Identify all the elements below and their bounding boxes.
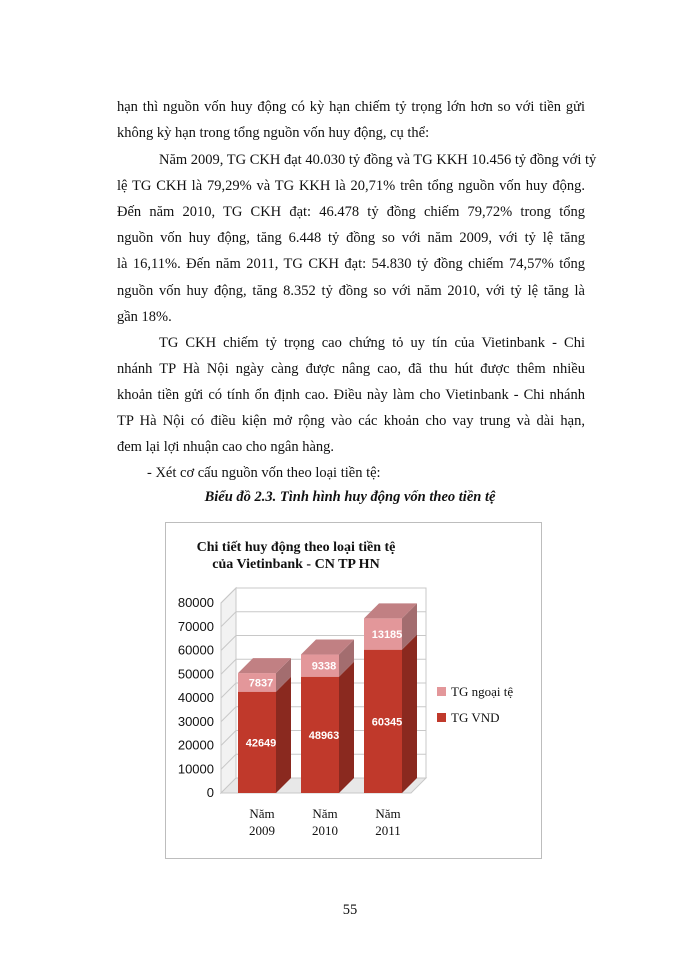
x-tick-label: Năm (249, 806, 275, 821)
y-tick-label: 20000 (177, 737, 214, 753)
y-tick-label: 80000 (177, 595, 214, 610)
bar-value-label: 42649 (245, 737, 277, 750)
y-tick-label: 10000 (177, 761, 214, 777)
bar-side (402, 635, 417, 793)
y-tick-label: 40000 (177, 690, 214, 705)
bar-value-label: 60345 (371, 716, 403, 729)
paragraph-line: hạn thì nguồn vốn huy động có kỳ hạn chiếm tỷ trọng lớn hơn so với tiền gửi (117, 99, 585, 115)
chart-caption: Biểu đồ 2.3. Tình hình huy động vốn theo tiền tệ (204, 489, 496, 505)
paragraph-line: khoản tiền gửi có tính ổn định cao. Điều này làm cho Vietinbank - Chi nhánh (117, 387, 585, 403)
y-tick-label: 50000 (177, 666, 214, 682)
bar-value-label: 48963 (308, 729, 340, 742)
x-tick-label: 2011 (375, 823, 401, 838)
paragraph-line: không kỳ hạn trong tổng nguồn vốn huy động, cụ thể: (117, 125, 430, 141)
x-tick-label: Năm (375, 806, 401, 821)
chart-title-line2: của Vietinbank - CN TP HN (212, 557, 380, 572)
bar-value-label: 7837 (248, 677, 274, 690)
chart-title-line1: Chi tiết huy động theo loại tiền tệ (196, 540, 396, 555)
bar-value-label: 9338 (311, 660, 337, 673)
bar-side (276, 677, 291, 793)
y-tick-label: 60000 (177, 642, 214, 658)
legend-label: TG VND (451, 710, 500, 725)
paragraph-line: Năm 2009, TG CKH đạt 40.030 tỷ đồng và TG KKH 10.456 tỷ đồng với tỷ (159, 152, 597, 168)
paragraph-line: TP Hà Nội có điều kiện mở rộng vào các khoản cho vay trung và dài hạn, (117, 413, 585, 429)
paragraph-line: TG CKH chiếm tỷ trọng cao chứng tỏ uy tín của Vietinbank - Chi (159, 335, 585, 351)
bar-value-label: 13185 (371, 629, 403, 642)
y-tick-label: 0 (206, 785, 214, 800)
paragraph-line: gần 18%. (117, 309, 172, 325)
y-tick-label: 30000 (177, 713, 214, 729)
page-number: 55 (342, 902, 358, 918)
paragraph-line: là 16,11%. Đến năm 2011, TG CKH đạt: 54.830 tỷ đồng chiếm 74,57% tổng (117, 256, 585, 272)
paragraph-line: Đến năm 2010, TG CKH đạt: 46.478 tỷ đồng chiếm 79,72% trong tổng (117, 204, 585, 220)
bar-side (339, 662, 354, 793)
x-tick-label: Năm (312, 806, 338, 821)
y-tick-label: 70000 (177, 618, 214, 634)
paragraph-line: nhánh TP Hà Nội ngày càng được nâng cao, đã thu hút được thêm nhiều (117, 361, 585, 377)
legend-label: TG ngoại tệ (451, 684, 514, 699)
legend-swatch (437, 713, 446, 722)
paragraph-line: - Xét cơ cấu nguồn vốn theo loại tiền tệ: (147, 465, 381, 481)
paragraph-line: đem lại lợi nhuận cao cho ngân hàng. (117, 439, 335, 455)
chart-svg (166, 523, 541, 858)
paragraph-line: nguồn vốn huy động, tăng 8.352 tỷ đồng so với năm 2010, với tỷ lệ tăng là (117, 283, 585, 299)
paragraph-line: lệ TG CKH là 79,29% và TG KKH là 20,71% trên tổng nguồn vốn huy động. (117, 178, 585, 194)
x-tick-label: 2010 (312, 823, 338, 838)
chart (165, 522, 542, 859)
legend-swatch (437, 687, 446, 696)
paragraph-line: nguồn vốn huy động, tăng 6.448 tỷ đồng so với năm 2009, với tỷ lệ tăng (117, 230, 585, 246)
x-tick-label: 2009 (249, 823, 275, 838)
